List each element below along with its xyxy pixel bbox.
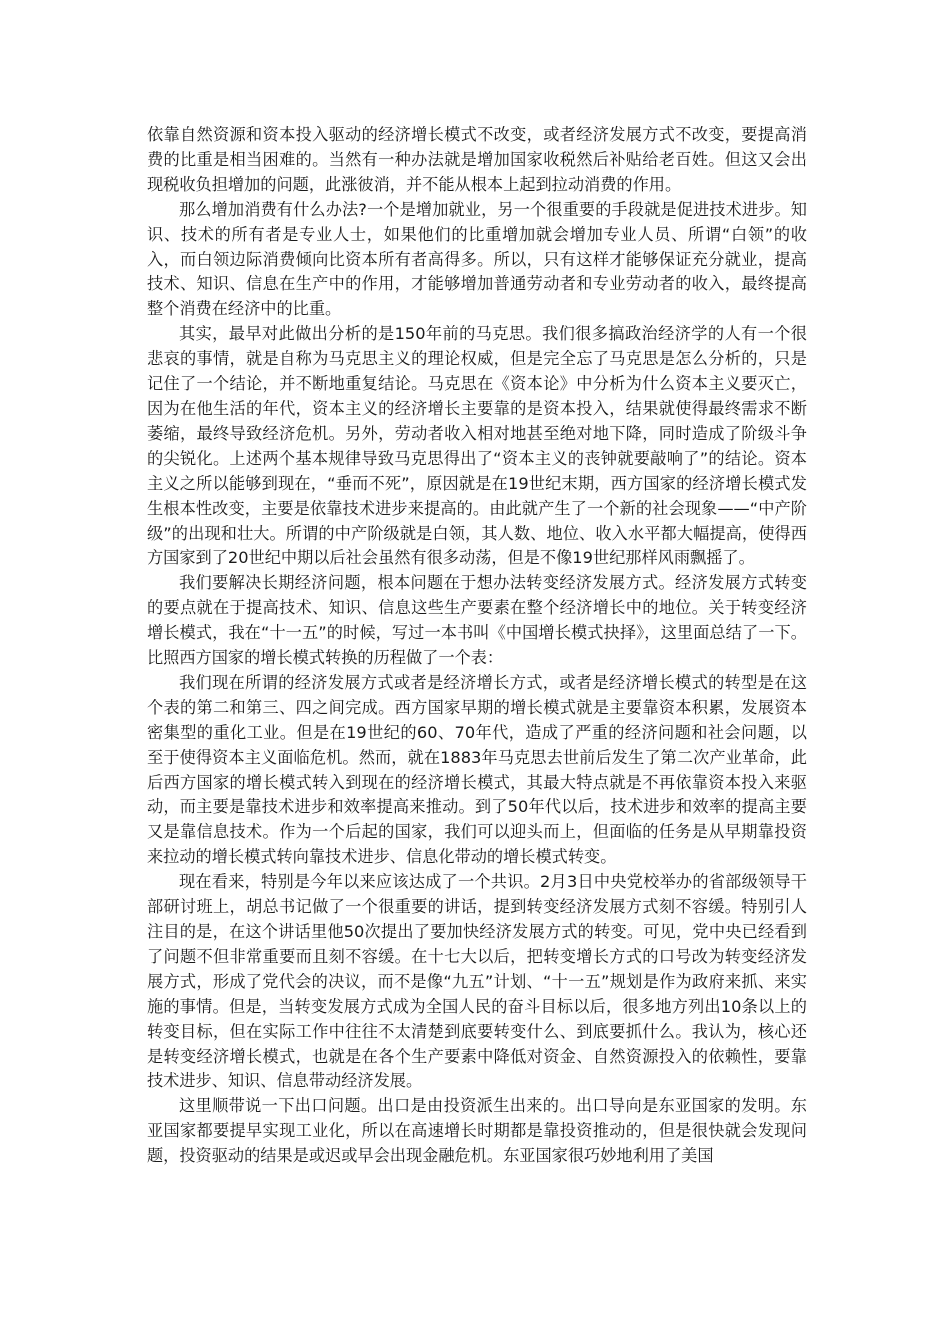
paragraph-4: 我们要解决长期经济问题，根本问题在于想办法转变经济发展方式。经济发展方式转变的要点就在于提高技术、知识、信息这些生产要素在整个经济增长中的地位。关于转变经济增长模式，我在“十一五”的时候，写过一本书叫《中国增长模式抉择》，这里面总结了一下。比照西方国家的增长模式转换的历程做了一个表：	[147, 573, 807, 668]
paragraph-3: 其实，最早对此做出分析的是150年前的马克思。我们很多搞政治经济学的人有一个很悲哀的事情，就是自称为马克思主义的理论权威，但是完全忘了马克思是怎么分析的，只是记住了一个结论，并不断地重复结论。马克思在《资本论》中分析为什么资本主义要灭亡，因为在他生活的年代，资本主义的经济增长主要靠的是资本投入，结果就使得最终需求不断萎缩，最终导致经济危机。另外，劳动者收入相对地甚至绝对地下降，同时造成了阶级斗争的尖锐化。上述两个基本规律导致马克思得出了“资本主义的丧钟就要敲响了”的结论。资本主义之所以能够到现在，“垂而不死”，原因就是在19世纪末期，西方国家的经济增长模式发生根本性改变，主要是依靠技术进步来提高的。由此就产生了一个新的社会现象——“中产阶级”的出现和壮大。所谓的中产阶级就是白领，其人数、地位、收入水平都大幅提高，使得西方国家到了20世纪中期以后社会虽然有很多动荡，但是不像19世纪那样风雨飘摇了。	[147, 324, 807, 568]
paragraph-5: 我们现在所谓的经济发展方式或者是经济增长方式，或者是经济增长模式的转型是在这个表的第二和第三、四之间完成。西方国家早期的增长模式就是主要靠资本积累，发展资本密集型的重化工业。但是在19世纪的60、70年代，造成了严重的经济问题和社会问题，以至于使得资本主义面临危机。然而，就在1883年马克思去世前后发生了第二次产业革命，此后西方国家的增长模式转入到现在的经济增长模式，其最大特点就是不再依靠资本投入来驱动，而主要是靠技术进步和效率提高来推动。到了50年代以后，技术进步和效率的提高主要又是靠信息技术。作为一个后起的国家，我们可以迎头而上，但面临的任务是从早期靠投资来拉动的增长模式转向靠技术进步、信息化带动的增长模式转变。	[147, 672, 807, 867]
document-body	[147, 123, 807, 1169]
paragraph-1: 依靠自然资源和资本投入驱动的经济增长模式不改变，或者经济发展方式不改变，要提高消费的比重是相当困难的。当然有一种办法就是增加国家收税然后补贴给老百姓。但这又会出现税收负担增加的问题，此涨彼消，并不能从根本上起到拉动消费的作用。	[147, 125, 807, 194]
paragraph-6: 现在看来，特别是今年以来应该达成了一个共识。2月3日中央党校举办的省部级领导干部研讨班上，胡总书记做了一个很重要的讲话，提到转变经济发展方式刻不容缓。特别引人注目的是，在这个讲话里他50次提出了要加快经济发展方式的转变。可见，党中央已经看到了问题不但非常重要而且刻不容缓。在十七大以后，把转变增长方式的口号改为转变经济发展方式，形成了党代会的决议，而不是像“九五”计划、“十一五”规划是作为政府来抓、来实施的事情。但是，当转变发展方式成为全国人民的奋斗目标以后，很多地方列出10条以上的转变目标，但在实际工作中往往不太清楚到底要转变什么、到底要抓什么。我认为，核心还是转变经济增长模式，也就是在各个生产要素中降低对资金、自然资源投入的依赖性，要靠技术进步、知识、信息带动经济发展。	[147, 872, 807, 1091]
paragraph-7: 这里顺带说一下出口问题。出口是由投资派生出来的。出口导向是东亚国家的发明。东亚国家都要提早实现工业化，所以在高速增长时期都是靠投资推动的，但是很快就会发现问题，投资驱动的结果是或迟或早会出现金融危机。东亚国家很巧妙地利用了美国	[147, 1096, 807, 1166]
paragraph-2: 那么增加消费有什么办法?一个是增加就业，另一个很重要的手段就是促进技术进步。知识、技术的所有者是专业人士，如果他们的比重增加就会增加专业人员、所谓“白领”的收入，而白领边际消费倾向比资本所有者高得多。所以，只有这样才能够保证充分就业，提高技术、知识、信息在生产中的作用，才能够增加普通劳动者和专业劳动者的收入，最终提高整个消费在经济中的比重。	[147, 199, 807, 319]
